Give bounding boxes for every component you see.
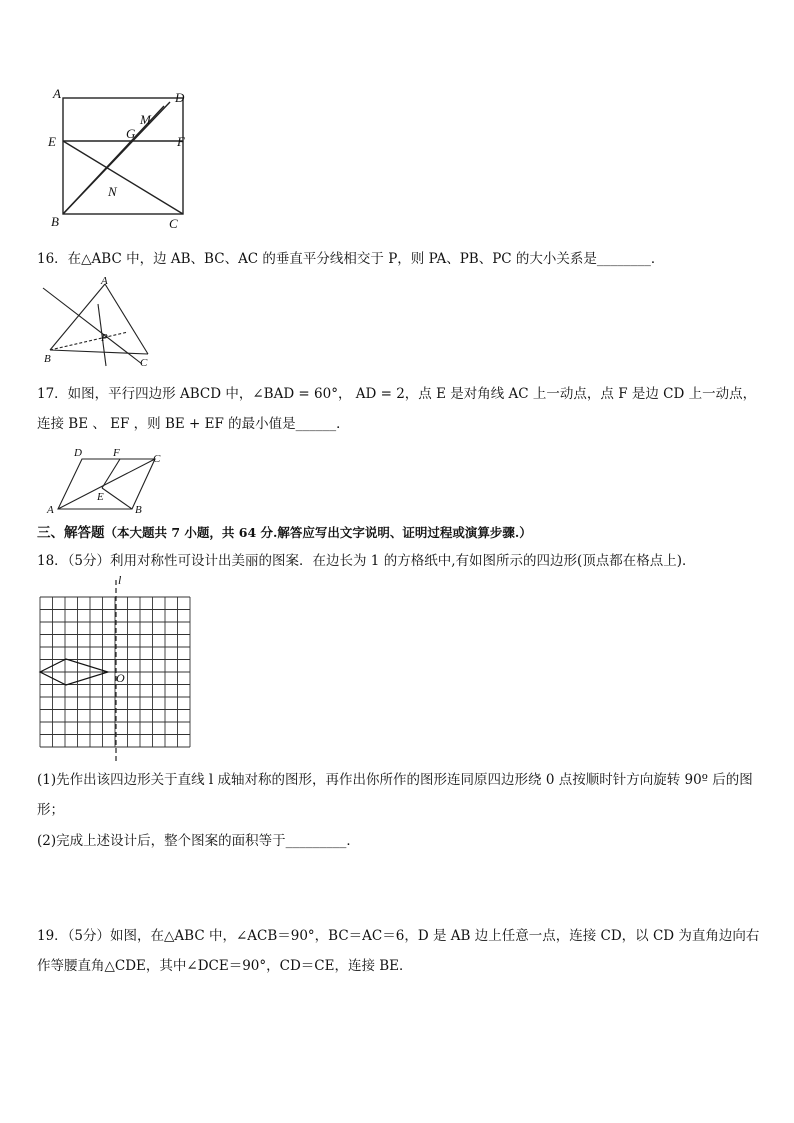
label-M: M xyxy=(140,112,151,127)
label-A: A xyxy=(47,504,54,516)
question-19-line1: 19．（5分）如图，在△ABC 中，∠ACB＝90°，BC＝AC＝6，D 是 AB 边上任意一点，连接 CD，以 CD 为直角边向右 xyxy=(37,928,760,944)
label-C: C xyxy=(169,216,178,231)
label-A: A xyxy=(101,275,108,287)
section-3-heading xyxy=(37,524,532,542)
question-18-part2: (2)完成上述设计后，整个图案的面积等于_________． xyxy=(37,833,360,849)
label-D: D xyxy=(74,447,82,459)
label-F: F xyxy=(177,134,185,149)
figure-square-diagram xyxy=(40,86,200,236)
question-18-part1-line1: (1)先作出该四边形关于直线 l 成轴对称的图形，再作出你所作的图形连同原四边形绕 0 点按顺时针方向旋转 90º 后的图 xyxy=(37,772,753,788)
question-18-part1-line2: 形； xyxy=(37,802,64,818)
label-B: B xyxy=(135,504,142,516)
figure-grid xyxy=(36,572,196,767)
label-E: E xyxy=(48,134,56,149)
label-B: B xyxy=(51,214,59,229)
section-3-title: 三、解答题 xyxy=(37,525,105,541)
label-F: F xyxy=(113,447,120,459)
label-C: C xyxy=(153,453,161,465)
label-C: C xyxy=(140,357,148,369)
label-D: D xyxy=(175,90,185,105)
question-17-line1: 17．如图，平行四边形 ABCD 中，∠BAD = 60°， AD = 2，点 E 是对角线 AC 上一动点，点 F 是边 CD 上一动点， xyxy=(37,386,757,402)
label-P: P xyxy=(101,332,108,344)
question-18-text: 18．（5分）利用对称性可设计出美丽的图案．在边长为 1 的方格纸中,有如图所示的四边形(顶点都在格点上)． xyxy=(37,553,696,569)
label-E: E xyxy=(97,491,104,503)
label-A: A xyxy=(53,86,61,101)
label-l: l xyxy=(118,573,122,587)
label-B: B xyxy=(44,353,51,365)
question-19-line2: 作等腰直角△CDE，其中∠DCE＝90°，CD＝CE，连接 BE． xyxy=(37,958,413,974)
figure-parallelogram xyxy=(40,444,180,519)
figure-triangle-perpendicular-bisectors xyxy=(38,274,163,369)
label-N: N xyxy=(108,184,117,199)
question-16-text: 16．在△ABC 中，边 AB、BC、AC 的垂直平分线相交于 P，则 PA、PB、PC 的大小关系是________． xyxy=(37,251,665,267)
label-O: O xyxy=(116,671,125,685)
question-17-line2: 连接 BE 、 EF ，则 BE + EF 的最小值是______． xyxy=(37,416,350,432)
label-G: G xyxy=(126,126,136,141)
section-3-note: （本大题共 7 小题，共 64 分.解答应写出文字说明、证明过程或演算步骤.） xyxy=(104,525,532,540)
